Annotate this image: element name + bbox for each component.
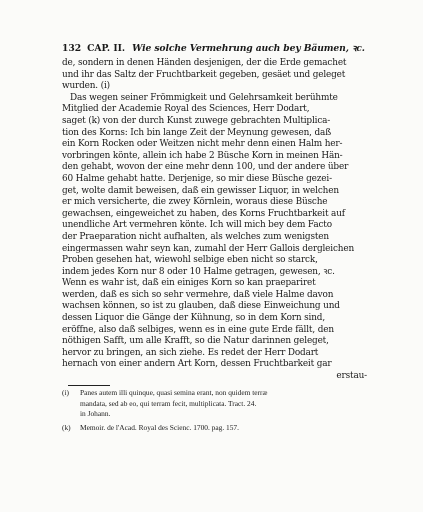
text-line: Mitglied der Academie Royal des Sciences, Herr Dodart, (62, 104, 310, 115)
footnote-text: mandata, sed ab eo, qui terram fecit, multiplicata. Tract. 24. (80, 398, 257, 408)
text-line: er mich versicherte, die zwey Körnlein, woraus diese Büsche (62, 197, 328, 208)
text-line: hernach von einer andern Art Korn, dessen Fruchtbarkeit gar (62, 359, 332, 370)
text-line: und ihr das Saltz der Fruchtbarkeit gegeben, gesäet und geleget (62, 69, 346, 80)
text-line: eröffne, also daß selbiges, wenn es in eine gute Erde fällt, den (62, 324, 334, 335)
text-line: Proben gesehen hat, wiewohl selbige eben nicht so starck, (62, 255, 318, 266)
footnote-mark: (i) (62, 388, 69, 397)
footnote-i (62, 388, 362, 420)
catchword: erstau- (336, 371, 367, 382)
text-line: hervor zu bringen, an sich ziehe. Es redet der Herr Dodart (62, 347, 319, 358)
footnote-mark: (k) (62, 422, 71, 432)
text-line: gewachsen, eingeweichet zu haben, des Korns Fruchtbarkeit auf (62, 208, 345, 219)
footnote-k (62, 423, 362, 434)
chapter-label: CAP. II. (87, 43, 126, 54)
text-line: wurden. (i) (62, 81, 110, 92)
footnote-text: Panes autem illi quinque, quasi semina erant, non quidem terræ (80, 388, 268, 397)
text-line: eingermassen wahr seyn kan, zumahl der Herr Gallois dergleichen (62, 243, 355, 254)
page-header (62, 42, 366, 56)
text-line: unendliche Art vermehren könte. Ich will mich bey dem Facto (62, 220, 332, 231)
text-line: tion des Korns: Ich bin lange Zeit der Meynung gewesen, daß (62, 127, 331, 138)
text-line: werden, daß es sich so sehr vermehre, daß viele Halme davon (62, 289, 334, 300)
footnote-text: Memoir. de l'Acad. Royal des Scienc. 1700. pag. 157. (80, 422, 239, 432)
text-line: der Praeparation nicht aufhalten, als welches zum wenigsten (62, 231, 329, 242)
footnotes (62, 388, 362, 436)
text-line: 60 Halme gehabt hatte. Derjenige, so mir diese Büsche gezei- (62, 173, 332, 184)
text-line: indem jedes Korn nur 8 oder 10 Halme getragen, gewesen, ꝛc. (62, 266, 335, 277)
text-line: Wenn es wahr ist, daß ein einiges Korn so kan praepariret (62, 278, 316, 289)
text-line: den gehabt, wovon der eine mehr denn 100, und der andere über (62, 162, 349, 173)
text-line: get, wolte damit beweisen, daß ein gewisser Liquor, in welchen (62, 185, 339, 196)
text-line: dessen Liquor die Gänge der Kühnung, so in dem Korn sind, (62, 313, 325, 324)
text-line: saget (k) von der durch Kunst zuwege gebrachten Multiplica- (62, 115, 331, 126)
footnote-text: in Johann. (80, 409, 111, 418)
text-line: de, sondern in denen Händen desjenigen, der die Erde gemachet (62, 58, 347, 68)
text-line: ein Korn Rocken oder Weitzen nicht mehr denn einen Halm her- (62, 139, 343, 150)
page-number: 132 (62, 43, 82, 54)
text-line: nöthigen Safft, um alle Krafft, so die Natur darinnen geleget, (62, 336, 329, 347)
text-line: Das wegen seiner Frömmigkeit und Gelehrsamkeit berühmte (70, 92, 338, 103)
running-title: Wie solche Vermehrung auch bey Bäumen, ꝛc. (132, 43, 365, 54)
footnote-rule (68, 385, 110, 386)
body-text (62, 58, 367, 383)
text-line: vorbringen könte, allein ich habe 2 Büsche Korn in meinen Hän- (62, 150, 343, 161)
text-line: wachsen können, so ist zu glauben, daß diese Einweichung und (62, 301, 340, 312)
